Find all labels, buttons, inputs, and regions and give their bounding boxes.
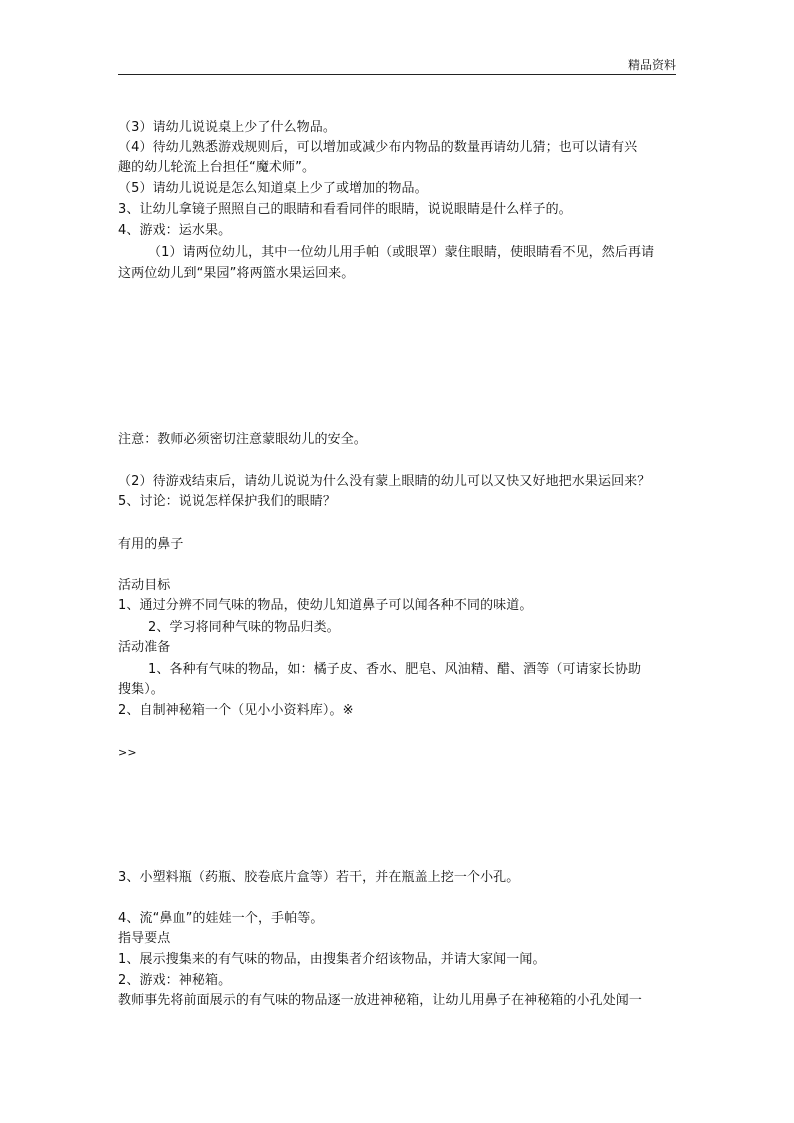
text-line: 1、各种有气味的物品，如：橘子皮、香水、肥皂、风油精、醋、酒等（可请家长协助 bbox=[148, 662, 642, 677]
text-line: 4、流“鼻血”的娃娃一个，手帕等。 bbox=[118, 911, 324, 926]
text-line: 注意：教师必须密切注意蒙眼幼儿的安全。 bbox=[118, 432, 367, 447]
text-line: 2、游戏：神秘箱。 bbox=[118, 973, 232, 988]
header-label: 精品资料 bbox=[627, 58, 676, 72]
text-line: （2）待游戏结束后，请幼儿说说为什么没有蒙上眼睛的幼儿可以又快又好地把水果运回来？ bbox=[118, 474, 651, 489]
text-line: 这两位幼儿到“果园”将两篮水果运回来。 bbox=[118, 266, 355, 281]
text-line: 2、学习将同种气味的物品归类。 bbox=[148, 620, 340, 635]
text-line: （4）待幼儿熟悉游戏规则后，可以增加或减少布内物品的数量再请幼儿猜；也可以请有兴 bbox=[118, 140, 638, 155]
text-line: 3、小塑料瓶（药瓶、胶卷底片盒等）若干，并在瓶盖上挖一个小孔。 bbox=[118, 870, 520, 885]
section-heading: 活动目标 bbox=[118, 578, 171, 593]
text-line: 1、通过分辨不同气味的物品，使幼儿知道鼻子可以闻各种不同的味道。 bbox=[118, 598, 533, 613]
text-line: 3、让幼儿拿镜子照照自己的眼睛和看看同伴的眼睛，说说眼睛是什么样子的。 bbox=[118, 202, 572, 217]
text-line: （5）请幼儿说说是怎么知道桌上少了或增加的物品。 bbox=[118, 181, 428, 196]
text-line: 教师事先将前面展示的有气味的物品逐一放进神秘箱，让幼儿用鼻子在神秘箱的小孔处闻一 bbox=[118, 993, 643, 1008]
text-line: 2、自制神秘箱一个（见小小资料库）。※ bbox=[118, 703, 354, 718]
text-line: 5、讨论：说说怎样保护我们的眼睛？ bbox=[118, 494, 336, 509]
text-line: 1、展示搜集来的有气味的物品，由搜集者介绍该物品，并请大家闻一闻。 bbox=[118, 952, 546, 967]
text-line: （3）请幼儿说说桌上少了什么物品。 bbox=[118, 120, 336, 135]
text-line: （1）请两位幼儿，其中一位幼儿用手帕（或眼罩）蒙住眼睛，使眼睛看不见，然后再请 bbox=[148, 245, 655, 260]
section-heading: 指导要点 bbox=[118, 931, 171, 946]
text-line: 4、游戏：运水果。 bbox=[118, 223, 232, 238]
text-line: 趣的幼儿轮流上台担任“魔术师”。 bbox=[118, 160, 316, 175]
section-heading: 活动准备 bbox=[118, 640, 171, 655]
text-line: 搜集）。 bbox=[118, 682, 164, 697]
header-rule bbox=[118, 74, 676, 75]
section-title: 有用的鼻子 bbox=[118, 537, 184, 552]
text-line: >> bbox=[118, 746, 137, 759]
